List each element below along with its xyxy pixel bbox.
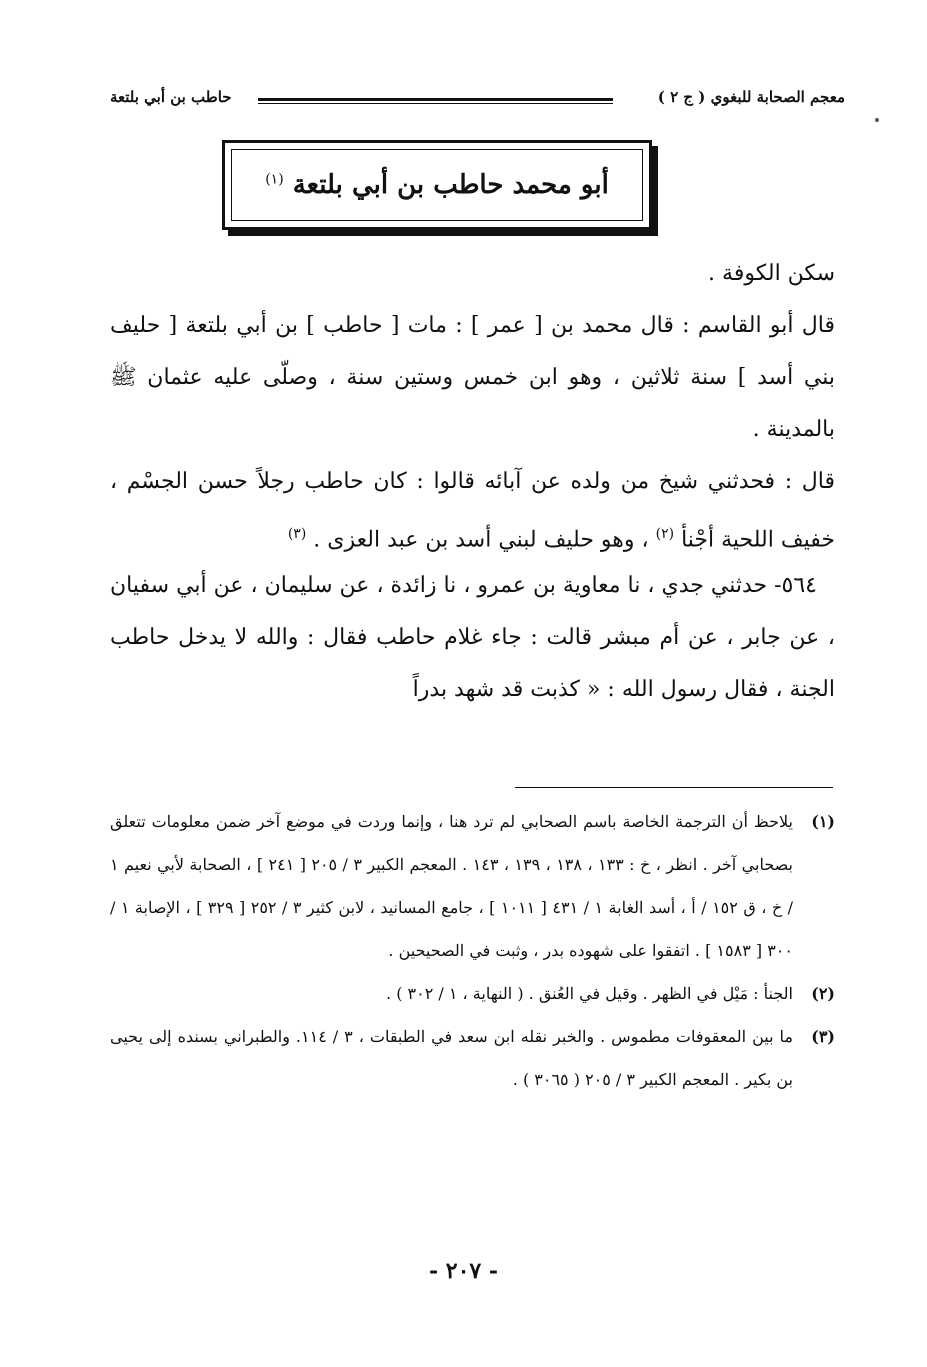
paragraph-3-part-1: قال : فحدثني شيخ من ولده عن آبائه قالوا : كان حاطب رجلاً حسن الجسْم ، خفيف اللحية أجْنأ [110,469,835,553]
header-entry-name: حاطب بن أبي بلتعة [110,88,232,106]
paragraph-2 [110,300,835,456]
footnote-number: (٢) [811,984,835,1003]
footnote-separator [515,787,833,788]
entry-title [265,170,609,200]
footnote-number: (٣) [811,1027,835,1046]
footnote-text: يلاحظ أن الترجمة الخاصة باسم الصحابي لم ترد هنا ، وإنما وردت في موضع آخر ضمن معلومات تتعلق بصحابي آخر . انظر ، خ : ١٣٣ ، ١٣٨ ، ١٣٩ ، ١٤٣ . المعجم الكبير ٣ / ٢٠٥ [ ٢٤١ ] ، الصحابة لأبي نعيم ١ / خ ، ق ١٥٢ / أ ، أسد الغابة ١ / ٤٣١ [ ١٠١١ ] ، جامع المسانيد ، لابن كثير ٣ / ٢٥٢ [ ٣٢٩ ] ، الإصابة ١ / ٣٠٠ [ ١٥٨٣ ] . اتفقوا على شهوده بدر ، وثبت في الصحيحين . [110,812,794,960]
paragraph-1 [110,248,835,300]
paragraph-3-part-2: ، وهو حليف لبني أسد بن عبد العزى . [313,527,649,553]
footnote-ref-3: (٣) [287,526,307,542]
paragraph-1-text: سكن الكوفة . [708,261,835,286]
footnote [110,800,835,972]
scan-mark [875,118,879,122]
paragraph-2-text: قال أبو القاسم : قال محمد بن [ عمر ] : مات [ حاطب ] بن أبي بلتعة [ حليف بني أسد ] سنة ثلاثين ، وهو ابن خمس وستين سنة ، وصلّى عليه عثمان ﷺ بالمدينة . [110,313,835,442]
footnote-text: ما بين المعقوفات مطموس . والخبر نقله ابن سعد في الطبقات ، ٣ / ١١٤. والطبراني بسنده إلى يحيى بن بكير . المعجم الكبير ٣ / ٢٠٥ ( ٣٠٦٥ ) . [110,1027,793,1089]
footnote-ref-2: (٢) [655,526,675,542]
header-rule [258,98,613,104]
paragraph-3-text [110,456,835,566]
footnote [110,972,835,1015]
entry-title-box [222,140,652,230]
running-header [110,88,845,118]
footnotes [110,800,835,1101]
footnote [110,1015,835,1101]
footnote-number: (١) [811,812,835,831]
page-number: - ٢٠٧ - [428,1258,499,1284]
entry-title-text: أبو محمد حاطب بن أبي بلتعة [292,170,609,200]
footnote-text: الجنأ : مَيْل في الظهر . وقيل في العُنق . ( النهاية ، ١ / ٣٠٢ ) . [386,984,793,1003]
paragraph-4 [110,560,835,716]
title-footnote-ref: (١) [265,171,284,188]
paragraph-4-text: ٥٦٤- حدثني جدي ، نا معاوية بن عمرو ، نا زائدة ، عن سليمان ، عن أبي سفيان ، عن جابر ، عن أم مبشر قالت : جاء غلام حاطب فقال : والله لا يدخل حاطب الجنة ، فقال رسول الله : « كذبت قد شهد بدراً [110,573,835,702]
paragraph-3 [110,456,835,566]
header-book-title: معجم الصحابة للبغوي ( ج ٢ ) [657,88,845,106]
